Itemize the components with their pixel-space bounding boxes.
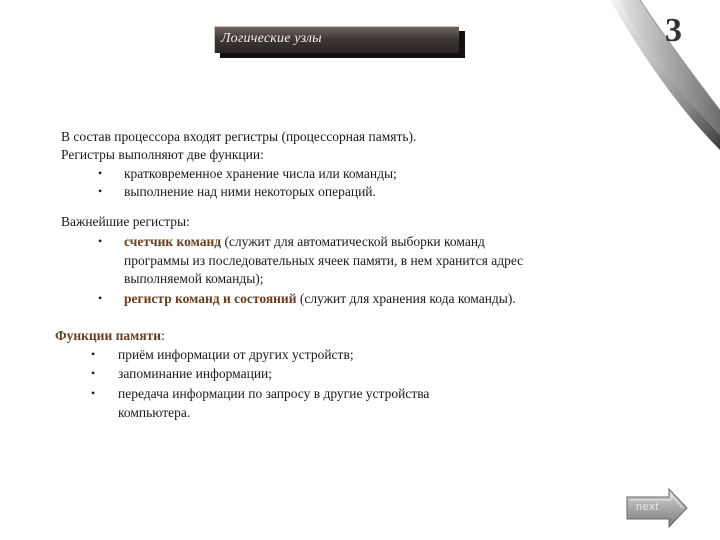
register-item-2-text: (служит для хранения кода команды).	[296, 291, 516, 306]
slide-number: 3	[665, 12, 682, 49]
memory-bullet-2: запоминание информации;	[118, 366, 273, 381]
bullet-icon: •	[91, 366, 96, 380]
bullet-icon: •	[98, 234, 103, 248]
next-button-label[interactable]: next	[636, 501, 659, 513]
memory-heading-term: Функции памяти	[55, 328, 162, 343]
intro-line-1: В состав процессора входят регистры (процессорная память).	[61, 129, 417, 144]
intro-bullet-1: кратковременное хранение числа или команды;	[124, 166, 397, 181]
memory-bullet-1: приём информации от других устройств;	[118, 347, 354, 362]
intro-line-2: Регистры выполняют две функции:	[61, 147, 264, 162]
register-item-1-line-2: программы из последовательных ячеек памяти, в нем хранится адрес	[124, 253, 524, 268]
bullet-icon: •	[91, 386, 96, 400]
register-item-2	[124, 290, 516, 307]
memory-heading-colon: :	[161, 328, 165, 343]
register-term-counter: счетчик команд	[124, 234, 222, 249]
register-item-1-line-1	[124, 233, 485, 250]
register-item-1-line-3: выполняемой команды);	[124, 271, 264, 286]
memory-bullet-3-continuation: компьютера.	[118, 405, 191, 420]
registers-heading: Важнейшие регистры:	[61, 214, 190, 229]
bullet-icon: •	[98, 291, 103, 305]
memory-bullet-3: передача информации по запросу в другие устройства	[118, 386, 430, 401]
register-term-instruction: регистр команд и состояний	[124, 291, 297, 306]
bullet-icon: •	[98, 166, 103, 180]
intro-bullet-2: выполнение над ними некоторых операций.	[124, 184, 376, 199]
bullet-icon: •	[91, 347, 96, 361]
bullet-icon: •	[98, 184, 103, 198]
register-item-1-text: (служит для автоматической выборки команд	[221, 234, 485, 249]
slide-title: Логические узлы	[221, 31, 322, 46]
slide-title-box	[214, 26, 459, 53]
memory-heading	[55, 327, 165, 344]
